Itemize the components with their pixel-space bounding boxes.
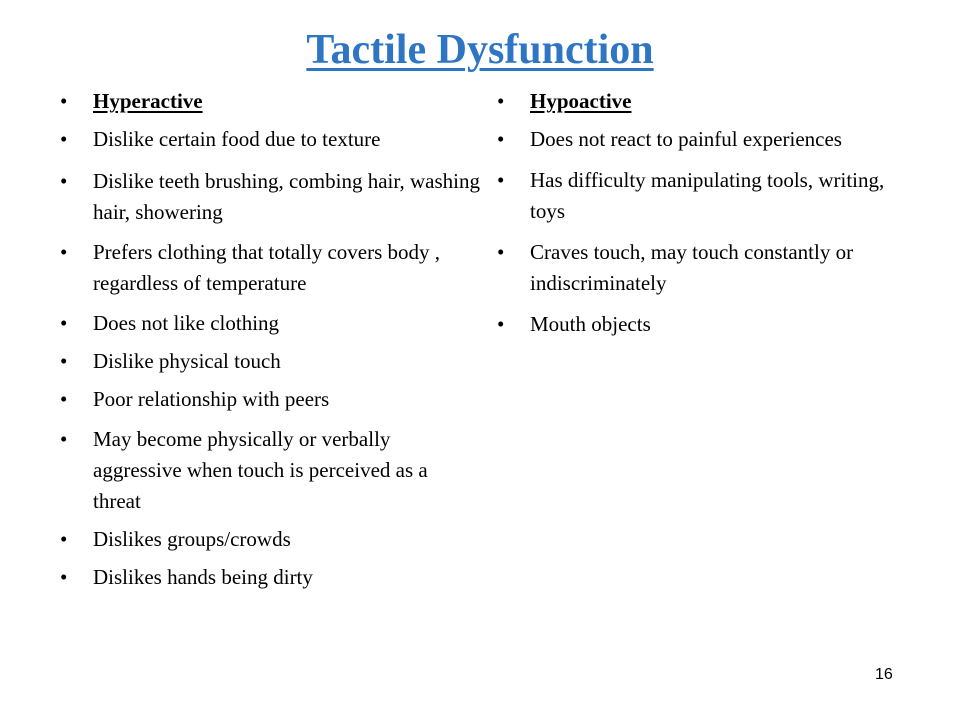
list-item-text: Poor relationship with peers [93,387,330,411]
hypoactive-list [497,86,917,340]
bullet-icon: • [60,240,68,264]
list-header-label: Hypoactive [530,89,632,113]
bullet-icon: • [497,312,505,336]
hypoactive-header [497,86,917,117]
bullet-icon: • [497,127,505,151]
list-item [60,237,480,299]
list-item [60,524,480,555]
list-item-text: Dislike certain food due to texture [93,127,381,151]
hyperactive-list [60,86,480,593]
list-item-text: Dislikes groups/crowds [93,527,291,551]
bullet-icon: • [60,527,68,551]
list-item-text: Prefers clothing that totally covers body , regardless of temperature [93,240,441,295]
list-item [60,424,480,517]
list-item [60,124,480,155]
list-item-text: Does not react to painful experiences [530,127,842,151]
list-item-text: Craves touch, may touch constantly or indiscriminately [530,240,854,295]
list-item [60,308,480,339]
list-item-text: Dislike teeth brushing, combing hair, washing hair, showering [93,169,481,224]
list-item-text: Dislikes hands being dirty [93,565,313,589]
bullet-icon: • [60,127,68,151]
list-item [60,166,480,228]
list-item-text: Mouth objects [530,312,651,336]
list-item-text: Has difficulty manipulating tools, writing, toys [530,168,885,223]
slide-title: Tactile Dysfunction [306,27,654,73]
list-item [60,346,480,377]
bullet-icon: • [60,387,68,411]
hyperactive-header [60,86,480,117]
bullet-icon: • [60,89,68,113]
list-item [497,237,917,299]
list-header-label: Hyperactive [93,89,203,113]
list-item [60,384,480,415]
list-item [497,124,917,155]
list-item [497,165,917,227]
bullet-icon: • [497,89,505,113]
bullet-icon: • [60,565,68,589]
bullet-icon: • [497,240,505,264]
list-item-text: May become physically or verbally aggressive when touch is perceived as a threat [93,427,428,513]
bullet-icon: • [60,169,68,193]
list-item-text: Dislike physical touch [93,349,281,373]
page-number: 16 [875,666,893,683]
bullet-icon: • [497,168,505,192]
bullet-icon: • [60,349,68,373]
list-item-text: Does not like clothing [93,311,280,335]
list-item [60,562,480,593]
list-item [497,309,917,340]
bullet-icon: • [60,427,68,451]
bullet-icon: • [60,311,68,335]
